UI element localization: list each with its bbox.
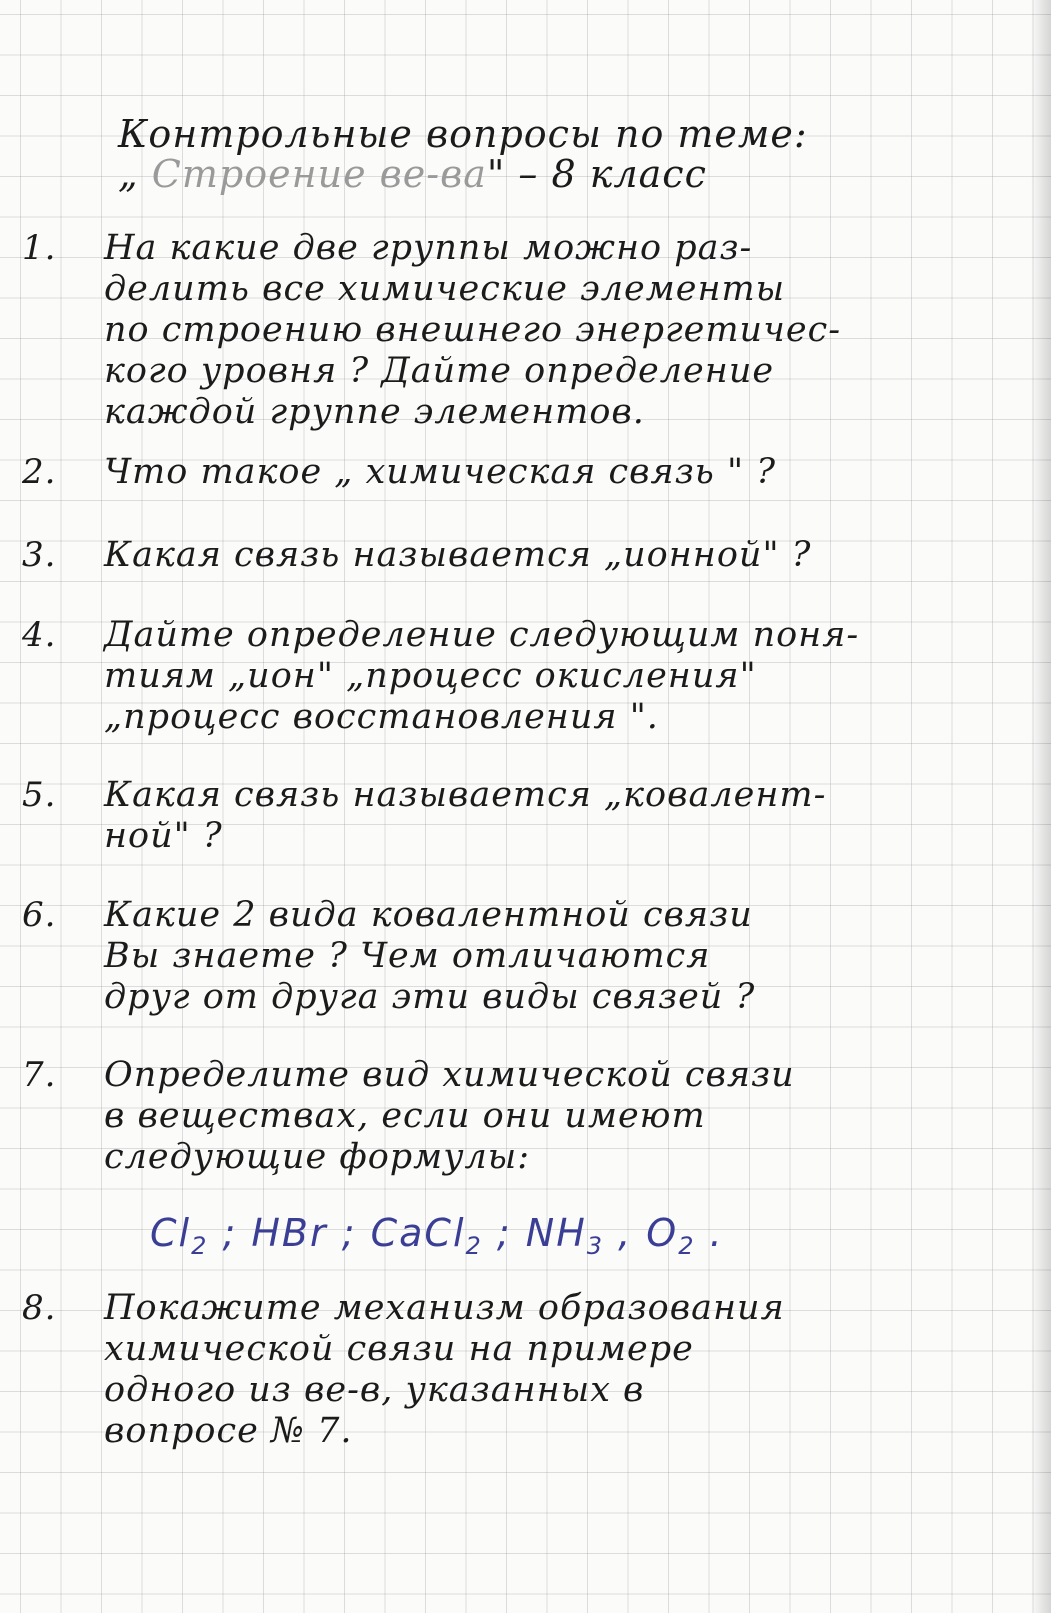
question-number: 1.: [22, 228, 57, 268]
question-number: 4.: [22, 615, 57, 655]
title-open-quote: „: [118, 152, 152, 196]
question-text-line: в веществах, если они имеют: [104, 1096, 706, 1136]
question-text-line: каждой группе элементов.: [104, 392, 645, 432]
question-text-line: следующие формулы:: [104, 1137, 531, 1177]
question-text-line: Определите вид химической связи: [104, 1055, 795, 1095]
formula-cl2: $Cl_2$ ;: [150, 1211, 252, 1260]
question-text-line: тиям „ион" „процесс окисления": [104, 656, 757, 696]
question-text-line: Какая связь называется „ковалент-: [104, 775, 827, 815]
question-number: 5.: [22, 775, 57, 815]
title-line-2: [118, 152, 707, 196]
question-number: 7.: [22, 1055, 57, 1095]
question-text-line: вопросе № 7.: [104, 1411, 353, 1451]
question-text-line: Что такое „ химическая связь " ?: [104, 452, 776, 492]
formula-nh3: $NH_3$ ,: [525, 1211, 647, 1260]
question-text-line: Вы знаете ? Чем отличаются: [104, 936, 711, 976]
question-text-line: кого уровня ? Дайте определение: [104, 351, 775, 391]
question-text-line: делить все химические элементы: [104, 269, 786, 309]
formula-hbr: HBr ;: [251, 1211, 371, 1255]
title-class: " – 8 класс: [486, 152, 707, 196]
question-text-line: по строению внешнего энергетичес-: [104, 310, 842, 350]
question-text-line: Какая связь называется „ионной" ?: [104, 535, 812, 575]
question-text-line: ной" ?: [104, 816, 223, 856]
title-topic: Строение ве-ва: [151, 152, 487, 196]
question-number: 8.: [22, 1288, 57, 1328]
question-text-line: „процесс восстановления ".: [104, 697, 659, 737]
question-number: 2.: [22, 452, 57, 492]
page-edge-shadow: [1031, 0, 1051, 1613]
formula-o2: $O_2$ .: [646, 1211, 724, 1260]
question-text-line: одного из ве-в, указанных в: [104, 1370, 645, 1410]
question-text-line: химической связи на примере: [104, 1329, 694, 1369]
formula-list: [150, 1210, 724, 1269]
question-text-line: Покажите механизм образования: [104, 1288, 785, 1328]
question-number: 6.: [22, 895, 57, 935]
formula-cacl2: CaCl$_2$ ;: [370, 1211, 526, 1260]
question-number: 3.: [22, 535, 57, 575]
title-line-1: Контрольные вопросы по теме:: [118, 112, 808, 156]
question-text-line: Какие 2 вида ковалентной связи: [104, 895, 753, 935]
question-text-line: На какие две группы можно раз-: [104, 228, 753, 268]
question-text-line: Дайте определение следующим поня-: [104, 615, 860, 655]
question-text-line: друг от друга эти виды связей ?: [104, 977, 756, 1017]
